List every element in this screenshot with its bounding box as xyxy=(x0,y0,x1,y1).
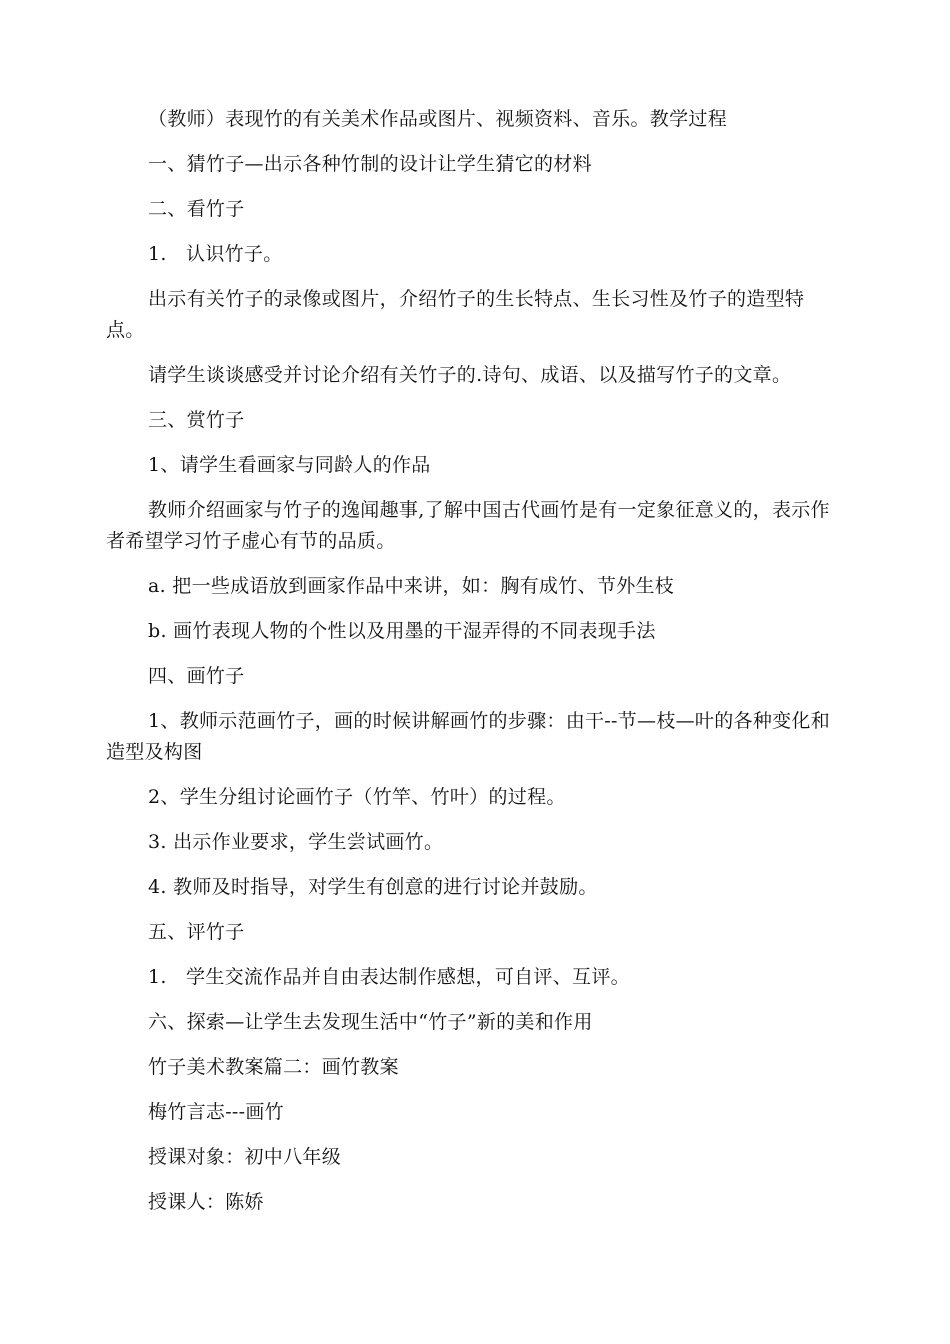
paragraph-anecdotes: 教师介绍画家与竹子的逸闻趣事,了解中国古代画竹是有一定象征意义的，表示作者希望学习竹子虚心有节的品质。 xyxy=(106,499,830,552)
list-item-know-bamboo: 1. 认识竹子。 xyxy=(148,243,283,265)
paragraph-lesson-two-title: 竹子美术教案篇二：画竹教案 xyxy=(148,1056,399,1078)
paragraph-materials: （教师）表现竹的有关美术作品或图片、视频资料、音乐。教学过程 xyxy=(148,108,728,130)
list-item-exchange: 1. 学生交流作品并自由表达制作感想，可自评、互评。 xyxy=(148,966,630,988)
list-item-techniques: b. 画竹表现人物的个性以及用墨的干湿弄得的不同表现手法 xyxy=(148,620,656,642)
list-item-idioms: a. 把一些成语放到画家作品中来讲，如：胸有成竹、节外生枝 xyxy=(148,575,675,597)
paragraph-show-video: 出示有关竹子的录像或图片，介绍竹子的生长特点、生长习性及竹子的造型特点。 xyxy=(106,288,805,341)
paragraph-discuss-poems: 请学生谈谈感受并讨论介绍有关竹子的.诗句、成语、以及描写竹子的文章。 xyxy=(148,364,792,386)
section-heading-appreciate: 三、赏竹子 xyxy=(148,409,245,431)
paragraph-teacher: 授课人：陈娇 xyxy=(148,1191,264,1213)
section-heading-evaluate: 五、评竹子 xyxy=(148,921,245,943)
section-heading-paint: 四、画竹子 xyxy=(148,665,245,687)
section-heading-look: 二、看竹子 xyxy=(148,198,245,220)
section-heading-guess: 一、猜竹子—出示各种竹制的设计让学生猜它的材料 xyxy=(148,153,592,175)
document-body xyxy=(106,104,841,1232)
list-item-assignment: 3. 出示作业要求，学生尝试画竹。 xyxy=(148,831,444,853)
list-item-view-works: 1、请学生看画家与同龄人的作品 xyxy=(148,454,431,476)
list-item-guidance: 4. 教师及时指导，对学生有创意的进行讨论并鼓励。 xyxy=(148,876,598,898)
section-heading-explore: 六、探索—让学生去发现生活中“竹子”新的美和作用 xyxy=(148,1011,593,1033)
list-item-demo: 1、教师示范画竹子，画的时候讲解画竹的步骤：由干--节—枝—叶的各种变化和造型及构图 xyxy=(106,710,831,763)
list-item-group-discuss: 2、学生分组讨论画竹子（竹竿、竹叶）的过程。 xyxy=(148,786,566,808)
paragraph-audience: 授课对象：初中八年级 xyxy=(148,1146,342,1168)
paragraph-lesson-name: 梅竹言志---画竹 xyxy=(148,1101,284,1123)
